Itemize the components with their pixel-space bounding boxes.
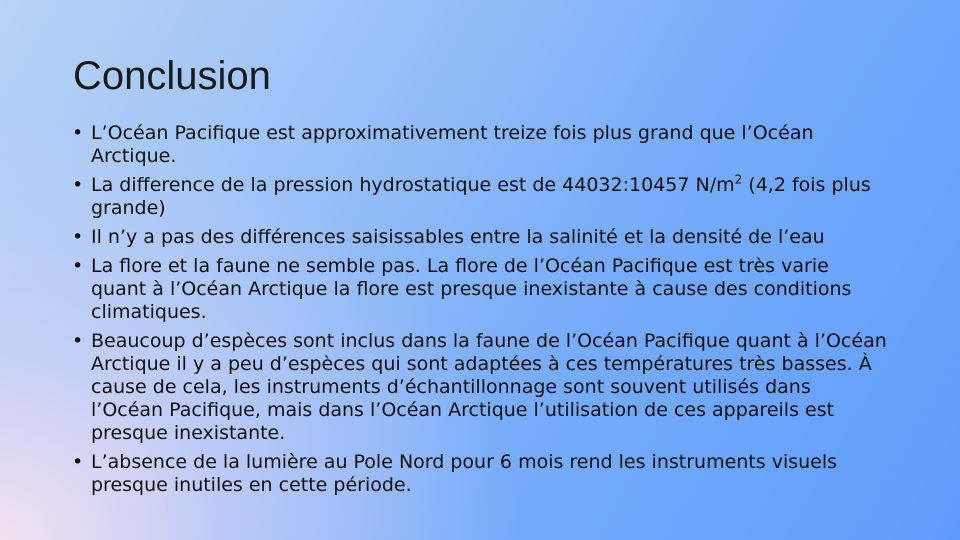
bullet-text: La flore et la faune ne semble pas. La flore de l’Océan Pacifique est très varie quant à l’Océan Arctique la flore est presque inexistante à cause des conditions climatiques. xyxy=(91,255,852,323)
bullet-item xyxy=(72,226,887,249)
bullet-dot: • xyxy=(72,226,84,248)
bullet-dot: • xyxy=(72,174,84,196)
bullet-list xyxy=(72,122,887,503)
bullet-item xyxy=(72,174,887,220)
bullet-item xyxy=(72,122,887,168)
superscript: 2 xyxy=(734,172,743,187)
bullet-text-continued: (4,2 fois plus grande) xyxy=(91,174,871,219)
bullet-dot: • xyxy=(72,330,84,352)
bullet-text: L’Océan Pacifique est approximativement treize fois plus grand que l’Océan Arctique. xyxy=(91,122,814,167)
bullet-dot: • xyxy=(72,451,84,473)
bullet-text: Beaucoup d’espèces sont inclus dans la faune de l’Océan Pacifique quant à l’Océan Arctique il y a peu d’espèces qui sont adaptées à ces températures très basses. À cause de cela, les instruments d’échantillonnage sont souvent utilisés dans l’Océan Pacifique, mais dans l’Océan Arctique l’utilisation de ces appareils est presque inexistante. xyxy=(91,330,887,444)
bullet-dot: • xyxy=(72,255,84,277)
bullet-item xyxy=(72,451,887,497)
bullet-text: L’absence de la lumière au Pole Nord pour 6 mois rend les instruments visuels presque inutiles en cette période. xyxy=(91,451,838,496)
bullet-dot: • xyxy=(72,122,84,144)
bullet-text: La difference de la pression hydrostatique est de 44032:10457 N/m xyxy=(91,174,735,196)
bullet-item xyxy=(72,330,887,445)
bullet-text: Il n’y a pas des différences saisissables entre la salinité et la densité de l’eau xyxy=(91,226,825,248)
slide-title: Conclusion xyxy=(73,54,271,98)
bullet-item xyxy=(72,255,887,324)
